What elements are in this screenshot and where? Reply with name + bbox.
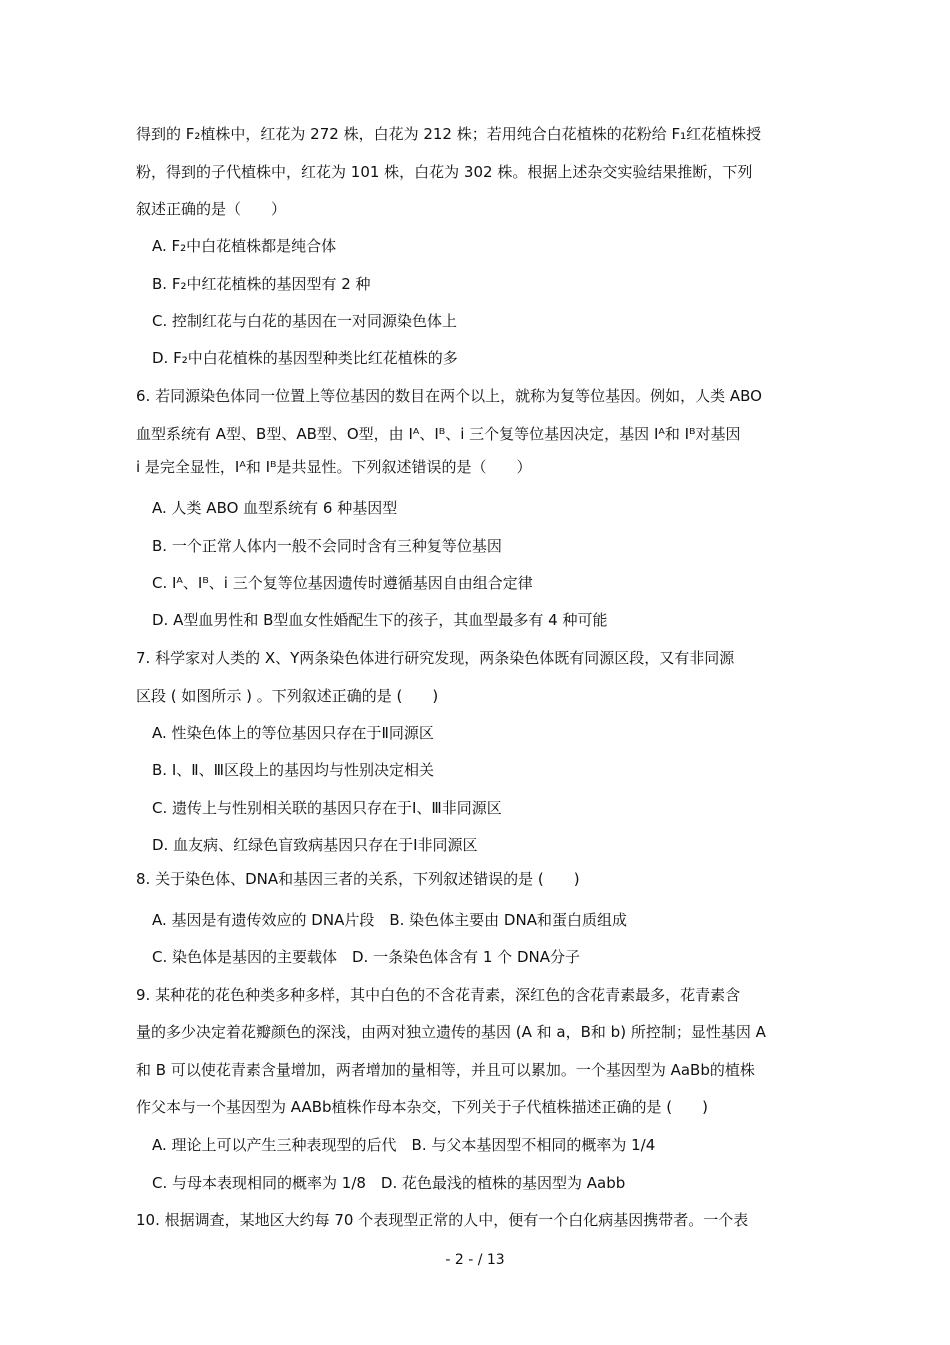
option-a: A. F₂中白花植株都是纯合体: [152, 237, 337, 255]
option-d: D. F₂中白花植株的基因型种类比红花植株的多: [152, 349, 458, 367]
option-d: D. A型血男性和 B型血女性婚配生下的孩子，其血型最多有 4 种可能: [152, 611, 608, 629]
option-c: C. 遗传上与性别相关联的基因只存在于Ⅰ、Ⅲ非同源区: [152, 799, 502, 817]
text-line: 和 B 可以使花青素含量增加，两者增加的量相等，并且可以累加。一个基因型为 AaBb的植株: [136, 1061, 755, 1079]
question-6: 6. 若同源染色体同一位置上等位基因的数目在两个以上，就称为复等位基因。例如，人类 ABO: [136, 387, 762, 405]
option-cd: C. 染色体是基因的主要载体 D. 一条染色体含有 1 个 DNA分子: [152, 948, 580, 966]
option-b: B. Ⅰ、Ⅱ、Ⅲ区段上的基因均与性别决定相关: [152, 761, 434, 779]
text-line: 作父本与一个基因型为 AABb植株作母本杂交，下列关于子代植株描述正确的是 ( ): [136, 1098, 708, 1116]
option-b: B. F₂中红花植株的基因型有 2 种: [152, 275, 371, 293]
option-ab: A. 基因是有遗传效应的 DNA片段 B. 染色体主要由 DNA和蛋白质组成: [152, 911, 627, 929]
page-number: - 2 - / 13: [445, 1252, 505, 1268]
text-line: 区段 ( 如图所示 ) 。下列叙述正确的是 ( ): [136, 687, 439, 705]
text-line: 叙述正确的是（ ）: [136, 200, 287, 218]
text-line: i 是完全显性，Iᴬ和 Iᴮ是共显性。下列叙述错误的是（ ）: [136, 458, 532, 476]
option-d: D. 血友病、红绿色盲致病基因只存在于Ⅰ非同源区: [152, 836, 478, 854]
text-line: 粉，得到的子代植株中，红花为 101 株，白花为 302 株。根据上述杂交实验结果推断，下列: [136, 163, 753, 181]
option-a: A. 人类 ABO 血型系统有 6 种基因型: [152, 499, 398, 517]
option-ab: A. 理论上可以产生三种表现型的后代 B. 与父本基因型不相同的概率为 1/4: [152, 1136, 656, 1154]
option-cd: C. 与母本表现相同的概率为 1/8 D. 花色最浅的植株的基因型为 Aabb: [152, 1174, 626, 1192]
option-a: A. 性染色体上的等位基因只存在于Ⅱ同源区: [152, 724, 434, 742]
question-9: 9. 某种花的花色种类多种多样，其中白色的不含花青素，深红色的含花青素最多，花青素含: [136, 986, 741, 1004]
text-line: 血型系统有 A型、B型、AB型、O型，由 Iᴬ、Iᴮ、i 三个复等位基因决定，基因 Iᴬ和 Iᴮ对基因: [136, 425, 741, 443]
option-b: B. 一个正常人体内一般不会同时含有三种复等位基因: [152, 537, 502, 555]
question-10: 10. 根据调查，某地区大约每 70 个表现型正常的人中，便有一个白化病基因携带者。一个表: [136, 1211, 749, 1229]
text-line: 量的多少决定着花瓣颜色的深浅，由两对独立遗传的基因 (A 和 a，B和 b) 所控制；显性基因 A: [136, 1023, 766, 1041]
option-c: C. Iᴬ、Iᴮ、i 三个复等位基因遗传时遵循基因自由组合定律: [152, 574, 533, 592]
text-line: 得到的 F₂植株中，红花为 272 株，白花为 212 株；若用纯合白花植株的花粉给 F₁红花植株授: [136, 125, 762, 143]
option-c: C. 控制红花与白花的基因在一对同源染色体上: [152, 312, 458, 330]
question-7: 7. 科学家对人类的 X、Y两条染色体进行研究发现，两条染色体既有同源区段，又有非同源: [136, 649, 735, 667]
question-8: 8. 关于染色体、DNA和基因三者的关系，下列叙述错误的是 ( ): [136, 870, 580, 888]
